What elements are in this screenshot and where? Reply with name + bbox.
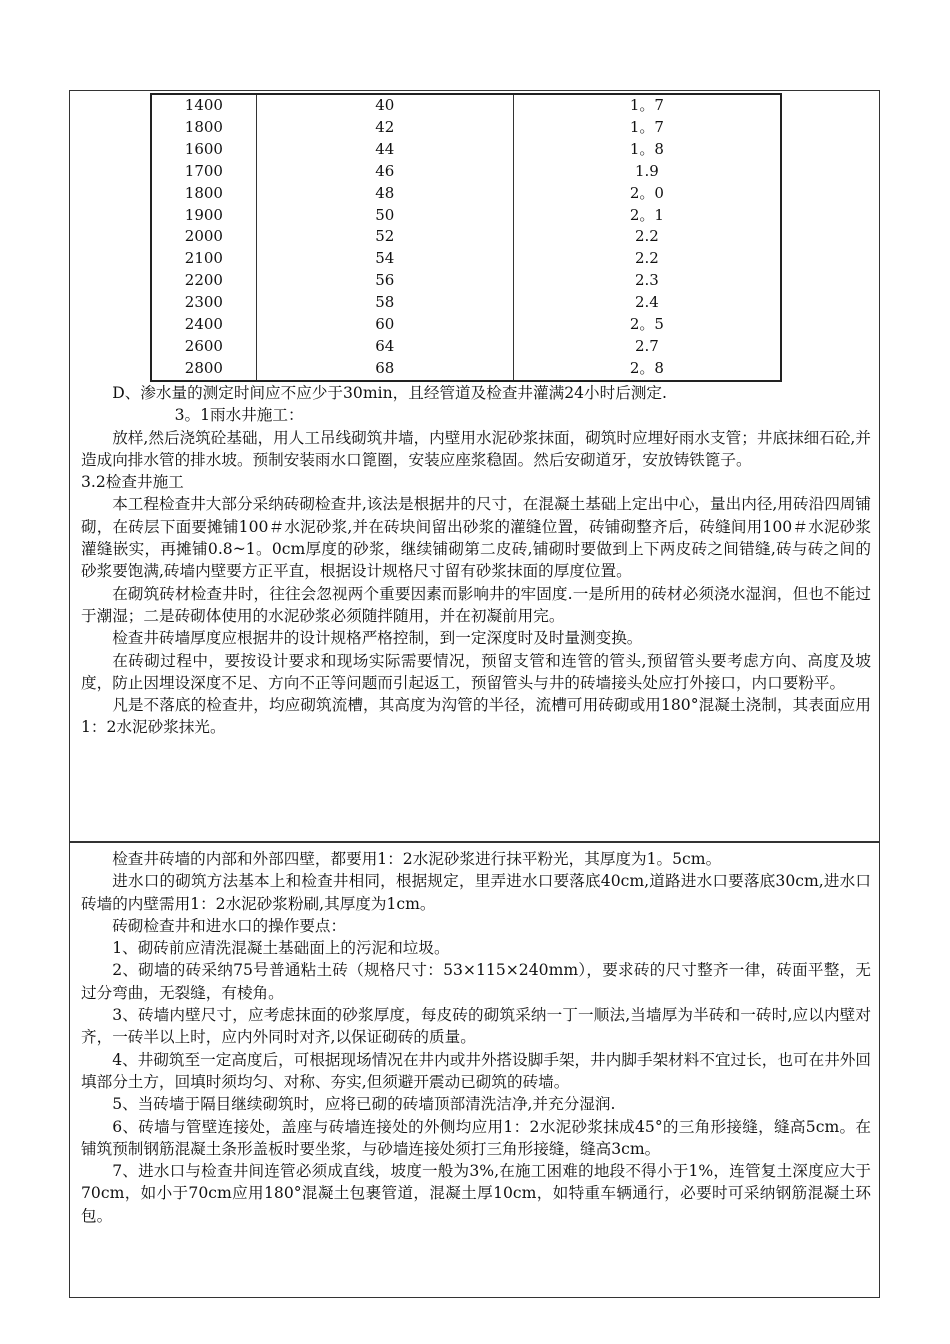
table-cell-diameter: 1400 xyxy=(151,94,256,117)
upper-content-frame xyxy=(69,90,880,842)
table-cell-diameter: 2000 xyxy=(151,226,256,248)
key-point-item: 5、当砖墙于隔目继续砌筑时，应将已砌的砖墙顶部清洗洁净,并充分湿润. xyxy=(112,1095,616,1114)
table-row xyxy=(151,358,781,381)
table-cell-value: 42 xyxy=(256,117,513,139)
table-cell-diameter: 2200 xyxy=(151,270,256,292)
key-point-item: 2、砌墙的砖采纳75号普通粘土砖（规格尺寸：53×115×240mm），要求砖的尺寸整齐一律，砖面平整，无过分弯曲，无裂缝，有棱角。 xyxy=(81,961,871,1002)
inspection-paragraph: 本工程检查井大部分采纳砖砌检查井,该法是根据井的尺寸，在混凝土基础上定出中心，量出内径,用砖沿四周铺砌，在砖层下面要摊铺100＃水泥砂浆,并在砖块间留出砂浆的灌缝位置，砖铺砌整齐后，砖缝间用100＃水泥砂浆灌缝嵌实，再摊铺0.8~1。0cm厚度的砂浆，继续铺砌第二皮砖,铺砌时要做到上下两皮砖之间错缝,砖与砖之间的砂浆要饱满,砖墙内壁要方正平直，根据设计规格尺寸留有砂浆抹面的厚度位置。 xyxy=(81,495,871,581)
table-cell-diameter: 1700 xyxy=(151,161,256,183)
table-cell-diameter: 2300 xyxy=(151,292,256,314)
table-row xyxy=(151,183,781,205)
key-point-item: 6、砖墙与管壁连接处，盖座与砖墙连接处的外侧均应用1：2水泥砂浆抹成45°的三角形接缝，缝高5cm。在铺筑预制钢筋混凝土条形盖板时要坐浆，与砂墙连接处须打三角形接缝，缝高3cm。 xyxy=(81,1117,871,1158)
table-cell-seepage: 2.2 xyxy=(513,248,781,270)
table-cell-seepage: 1。8 xyxy=(513,139,781,161)
key-point-item: 4、井砌筑至一定高度后，可根据现场情况在井内或井外搭设脚手架，井内脚手架材料不宜过长，也可在井外回填部分土方，回填时须均匀、对称、夯实,但须避开震动已砌筑的砖墙。 xyxy=(81,1050,871,1091)
table-cell-seepage: 2。1 xyxy=(513,205,781,227)
table-row xyxy=(151,161,781,183)
table-row xyxy=(151,226,781,248)
table-cell-value: 46 xyxy=(256,161,513,183)
rain-well-paragraph: 放样,然后浇筑砼基础，用人工吊线砌筑井墙，内壁用水泥砂浆抹面，砌筑时应埋好雨水支管；井底抹细石砼,并造成向排水管的排水坡。预制安装雨水口篦圈，安装应座浆稳固。然后安砌道牙，安放铸铁篦子。 xyxy=(81,428,871,469)
inlet-paragraph: 进水口的砌筑方法基本上和检查井相同，根据规定，里弄进水口要落底40cm,道路进水口要落底30cm,进水口砖墙的内壁需用1：2水泥砂浆粉刷,其厚度为1cm。 xyxy=(81,872,871,913)
table-cell-seepage: 2。8 xyxy=(513,358,781,381)
table-cell-seepage: 2.3 xyxy=(513,270,781,292)
table-cell-value: 54 xyxy=(256,248,513,270)
table-cell-diameter: 1900 xyxy=(151,205,256,227)
table-cell-value: 44 xyxy=(256,139,513,161)
lower-text-block xyxy=(81,848,871,1227)
table-cell-value: 50 xyxy=(256,205,513,227)
lower-content-frame xyxy=(69,842,880,1298)
table-row xyxy=(151,248,781,270)
table-cell-diameter: 2600 xyxy=(151,336,256,358)
table-cell-value: 40 xyxy=(256,94,513,117)
table-cell-value: 48 xyxy=(256,183,513,205)
plaster-paragraph: 检查井砖墙的内部和外部四壁，都要用1：2水泥砂浆进行抹平粉光，其厚度为1。5cm。 xyxy=(112,850,722,868)
seepage-time-paragraph: D、渗水量的测定时间应不应少于30min，且经管道及检查井灌满24小时后测定. xyxy=(112,384,667,402)
table-row xyxy=(151,314,781,336)
table-body xyxy=(151,94,781,381)
table-row xyxy=(151,292,781,314)
key-point-item: 3、砖墙内壁尺寸，应考虑抹面的砂浆厚度，每皮砖的砌筑采纳一丁一顺法,当墙厚为半砖和一砖时,应以内壁对齐，一砖半以上时，应内外同时对齐,以保证砌砖的质量。 xyxy=(81,1006,871,1047)
table-cell-diameter: 2800 xyxy=(151,358,256,381)
table-cell-seepage: 1。7 xyxy=(513,94,781,117)
table-cell-seepage: 1.9 xyxy=(513,161,781,183)
table-row xyxy=(151,336,781,358)
table-cell-seepage: 2。5 xyxy=(513,314,781,336)
key-point-item: 1、砌砖前应清洗混凝土基础面上的污泥和垃圾。 xyxy=(112,939,450,958)
upper-text-block xyxy=(81,382,871,739)
inspection-paragraph: 在砖砌过程中，要按设计要求和现场实际需要情况，预留支管和连管的管头,预留管头要考虑方向、高度及坡度，防止因埋设深度不足、方向不正等问题而引起返工，预留管头与井的砖墙接头处应打外接口，内口要粉平。 xyxy=(81,651,871,692)
table-row xyxy=(151,139,781,161)
table-cell-diameter: 1800 xyxy=(151,183,256,205)
table-cell-value: 58 xyxy=(256,292,513,314)
table-cell-value: 60 xyxy=(256,314,513,336)
table-cell-value: 64 xyxy=(256,336,513,358)
table-row xyxy=(151,117,781,139)
table-row xyxy=(151,94,781,117)
table-cell-diameter: 2400 xyxy=(151,314,256,336)
table-cell-value: 52 xyxy=(256,226,513,248)
table-cell-seepage: 1。7 xyxy=(513,117,781,139)
inspection-paragraph: 检查井砖墙厚度应根据井的设计规格严格控制，到一定深度时及时量测变换。 xyxy=(112,629,643,648)
table-cell-seepage: 2.2 xyxy=(513,226,781,248)
table-cell-diameter: 1800 xyxy=(151,117,256,139)
key-point-item: 7、进水口与检查井间连管必须成直线，坡度一般为3%,在施工困难的地段不得小于1%，连管复土深度应大于70cm，如小于70cm应用180°混凝土包裹管道，混凝土厚10cm，如特重车辆通行，必要时可采纳钢筋混凝土环包。 xyxy=(81,1162,871,1225)
table-cell-seepage: 2.7 xyxy=(513,336,781,358)
seepage-data-table xyxy=(150,93,782,382)
rain-well-heading: 3。1雨水井施工： xyxy=(174,406,304,425)
key-points-heading: 砖砌检查井和进水口的操作要点： xyxy=(112,916,347,935)
inspection-well-heading: 3.2检查井施工 xyxy=(81,473,184,492)
inspection-paragraph: 凡是不落底的检查井，均应砌筑流槽，其高度为沟管的半径，流槽可用砖砌或用180°混凝土浇制，其表面应用1：2水泥砂浆抹光。 xyxy=(81,696,871,737)
table-cell-diameter: 1600 xyxy=(151,139,256,161)
table-cell-seepage: 2。0 xyxy=(513,183,781,205)
table-row xyxy=(151,270,781,292)
table-cell-diameter: 2100 xyxy=(151,248,256,270)
table-cell-value: 68 xyxy=(256,358,513,381)
table-cell-value: 56 xyxy=(256,270,513,292)
inspection-paragraph: 在砌筑砖材检查井时，往往会忽视两个重要因素而影响井的牢固度.一是所用的砖材必须浇水湿润，但也不能过于潮湿；二是砖砌体使用的水泥砂浆必须随拌随用，并在初凝前用完。 xyxy=(81,584,871,625)
table-row xyxy=(151,205,781,227)
table-cell-seepage: 2.4 xyxy=(513,292,781,314)
